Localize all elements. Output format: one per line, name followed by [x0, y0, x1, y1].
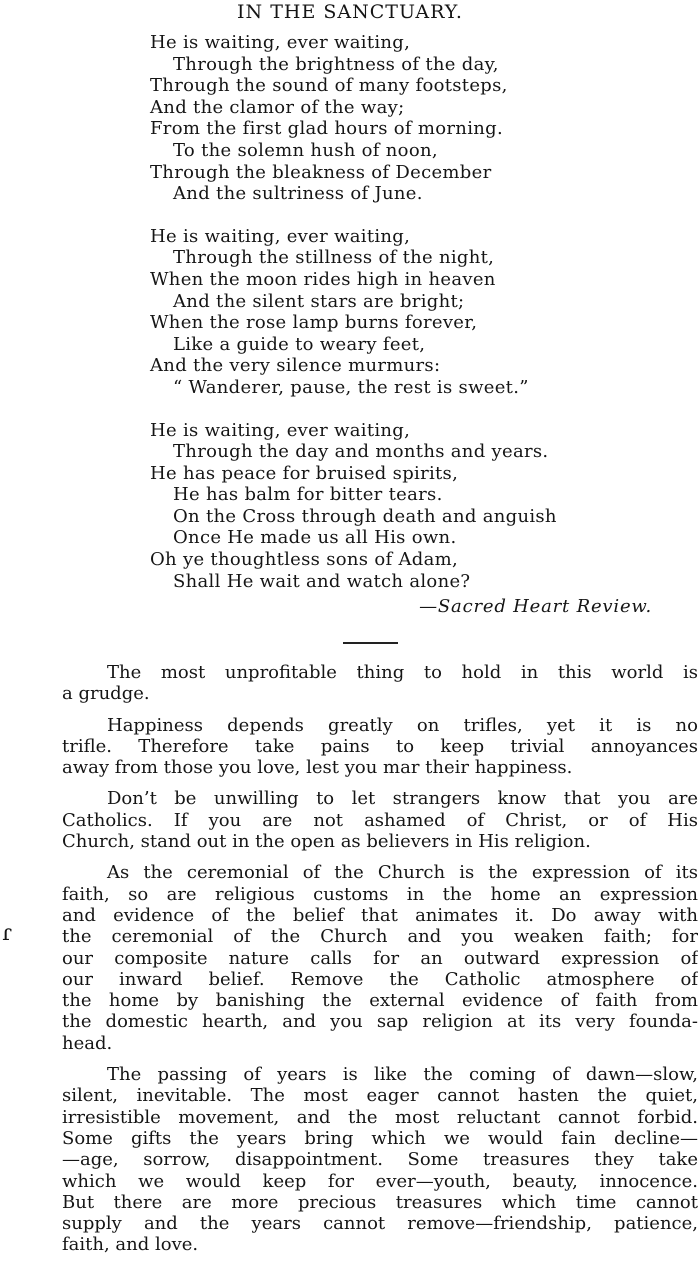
paragraph-line: —age, sorrow, disappointment. Some treasures they take	[62, 1149, 698, 1171]
paragraph-line: the domestic hearth, and you sap religion at its very founda-	[62, 1011, 698, 1033]
poem-line: From the first glad hours of morning.	[150, 118, 503, 140]
poem	[150, 32, 690, 613]
page-title: IN THE SANCTUARY.	[237, 1, 463, 23]
paragraph-line: faith, so are religious customs in the home an expression	[62, 883, 698, 905]
poem-line: Through the stillness of the night,	[173, 247, 495, 269]
paragraph-line: Some gifts the years bring which we would fain decline—	[62, 1127, 698, 1149]
prose-paragraph	[62, 715, 698, 779]
prose-paragraph	[62, 1064, 698, 1256]
paragraph-line: which we would keep for ever—youth, beauty, innocence.	[62, 1170, 698, 1192]
poem-line: He has balm for bitter tears.	[173, 484, 443, 506]
poem-line: Shall He wait and watch alone?	[173, 570, 471, 592]
prose-paragraph	[62, 862, 698, 1054]
poem-line: And the sultriness of June.	[173, 183, 423, 205]
poem-line: When the moon rides high in heaven	[150, 268, 496, 290]
paragraph-line: our inward belief. Remove the Catholic atmosphere of	[62, 968, 698, 990]
paragraph-line: trifle. Therefore take pains to keep trivial annoyances	[62, 735, 698, 757]
paragraph-line: the home by banishing the external evidence of faith from	[62, 990, 698, 1012]
poem-line: He is waiting, ever waiting,	[150, 32, 411, 53]
poem-line: Through the brightness of the day,	[173, 53, 499, 75]
poem-line: And the clamor of the way;	[150, 96, 405, 118]
poem-line: He has peace for bruised spirits,	[150, 462, 459, 484]
prose-section	[62, 662, 698, 1266]
paragraph-line: The passing of years is like the coming of dawn—slow,	[107, 1064, 698, 1086]
poem-line: Through the bleakness of December	[150, 161, 492, 183]
prose-paragraph	[62, 788, 698, 852]
poem-line: “ Wanderer, pause, the rest is sweet.”	[173, 376, 529, 398]
poem-line: On the Cross through death and anguish	[173, 505, 557, 527]
poem-stanza	[150, 420, 690, 593]
poem-line: Oh ye thoughtless sons of Adam,	[150, 549, 459, 571]
paragraph-line: supply and the years cannot remove—friendship, patience,	[62, 1213, 698, 1235]
paragraph-line: away from those you love, lest you mar their happiness.	[62, 757, 573, 779]
poem-line: Through the day and months and years.	[173, 441, 549, 463]
poem-stanza	[150, 32, 690, 205]
poem-line: To the solemn hush of noon,	[173, 139, 438, 161]
poem-line: Like a guide to weary feet,	[173, 333, 426, 355]
paragraph-line: head.	[62, 1032, 113, 1054]
paragraph-line: Don’t be unwilling to let strangers know that you are	[107, 788, 698, 810]
paragraph-line: the ceremonial of the Church and you weaken faith; for	[62, 926, 698, 948]
poem-attribution: —Sacred Heart Review.	[419, 596, 652, 617]
paragraph-line: Happiness depends greatly on trifles, yet it is no	[107, 714, 698, 736]
prose-paragraph	[62, 662, 698, 705]
poem-stanza	[150, 226, 690, 399]
paragraph-line: As the ceremonial of the Church is the expression of its	[107, 862, 698, 884]
poem-line: When the rose lamp burns forever,	[150, 312, 478, 334]
poem-line: And the very silence murmurs:	[150, 355, 441, 377]
paragraph-line: Church, stand out in the open as believers in His religion.	[62, 831, 591, 853]
paragraph-line: Catholics. If you are not ashamed of Christ, or of His	[62, 809, 698, 831]
paragraph-line: and evidence of the belief that animates it. Do away with	[62, 904, 698, 926]
poem-line: He is waiting, ever waiting,	[150, 225, 411, 247]
margin-mark: ɾ	[2, 921, 12, 946]
paragraph-line: our composite nature calls for an outward expression of	[62, 947, 698, 969]
paragraph-line: The most unprofitable thing to hold in this world is	[107, 662, 698, 683]
poem-line: Through the sound of many footsteps,	[150, 75, 508, 97]
poem-line: And the silent stars are bright;	[173, 290, 465, 312]
poem-line: Once He made us all His own.	[173, 527, 457, 549]
paragraph-line: But there are more precious treasures which time cannot	[62, 1191, 698, 1213]
paragraph-line: irresistible movement, and the most reluctant cannot forbid.	[62, 1106, 698, 1128]
section-divider	[343, 642, 398, 644]
poem-line: He is waiting, ever waiting,	[150, 419, 411, 441]
paragraph-line: faith, and love.	[62, 1234, 199, 1256]
paragraph-line: silent, inevitable. The most eager cannot hasten the quiet,	[62, 1085, 698, 1107]
paragraph-line: a grudge.	[62, 683, 150, 705]
